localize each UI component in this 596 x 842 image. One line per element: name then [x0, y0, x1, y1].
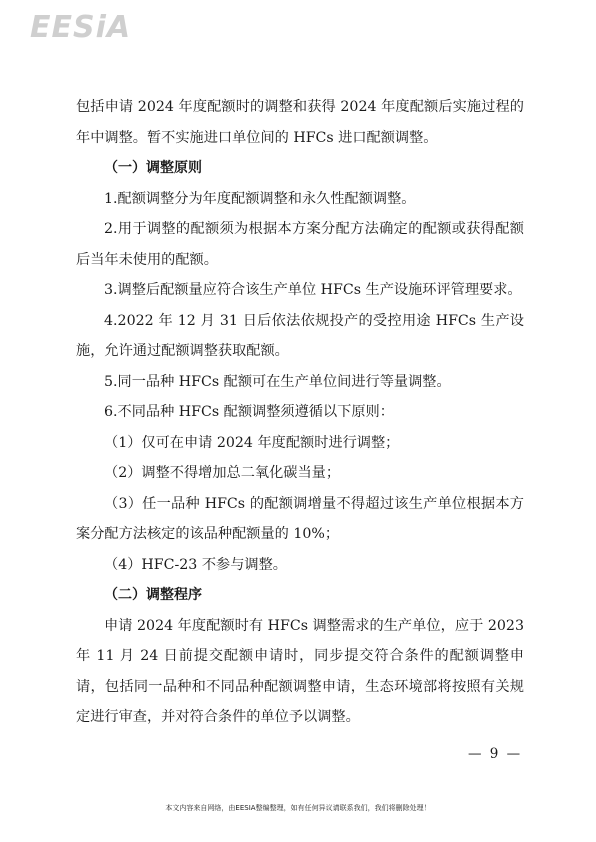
eesia-logo: EESiA — [30, 10, 132, 45]
list-item: （3）任一品种 HFCs 的配额调增量不得超过该生产单位根据本方案分配方法核定的该品种配额量的 10%； — [76, 495, 524, 542]
paragraph: 3.调整后配额量应符合该生产单位 HFCs 生产设施环评管理要求。 — [104, 282, 522, 298]
list-item: （2）调整不得增加总二氧化碳当量； — [104, 465, 341, 481]
section-heading: （二）调整程序 — [104, 587, 202, 603]
paragraph: 4.2022 年 12 月 31 日后依法依规投产的受控用途 HFCs 生产设施，允许通过配额调整获取配额。 — [76, 312, 524, 359]
paragraph: 包括申请 2024 年度配额时的调整和获得 2024 年度配额后实施过程的年中调整。暂不实施进口单位间的 HFCs 进口配额调整。 — [76, 99, 524, 146]
paragraph: 申请 2024 年度配额时有 HFCs 调整需求的生产单位，应于 2023 年 11 月 24 日前提交配额申请时，同步提交符合条件的配额调整申请，包括同一品种和不同品种配额调整申请，生态环境部将按照有关规定进行审查，并对符合条件的单位予以调整。 — [76, 617, 524, 725]
list-item: （1）仅可在申请 2024 年度配额时进行调整； — [104, 434, 400, 451]
paragraph: 1.配额调整分为年度配额调整和永久性配额调整。 — [104, 190, 416, 207]
page-number: — 9 — — [468, 746, 523, 762]
document-body — [76, 92, 524, 733]
paragraph: 6.不同品种 HFCs 配额调整须遵循以下原则： — [104, 404, 394, 420]
paragraph: 5.同一品种 HFCs 配额可在生产单位间进行等量调整。 — [104, 373, 451, 390]
footer-disclaimer: 本文内容来自网络，由EESIA整编整理，如有任何异议请联系我们，我们将删除处理！ — [165, 804, 431, 812]
paragraph: 2.用于调整的配额须为根据本方案分配方法确定的配额或获得配额后当年未使用的配额。 — [76, 221, 524, 268]
list-item: （4）HFC-23 不参与调整。 — [104, 556, 287, 573]
section-heading: （一）调整原则 — [104, 160, 202, 176]
